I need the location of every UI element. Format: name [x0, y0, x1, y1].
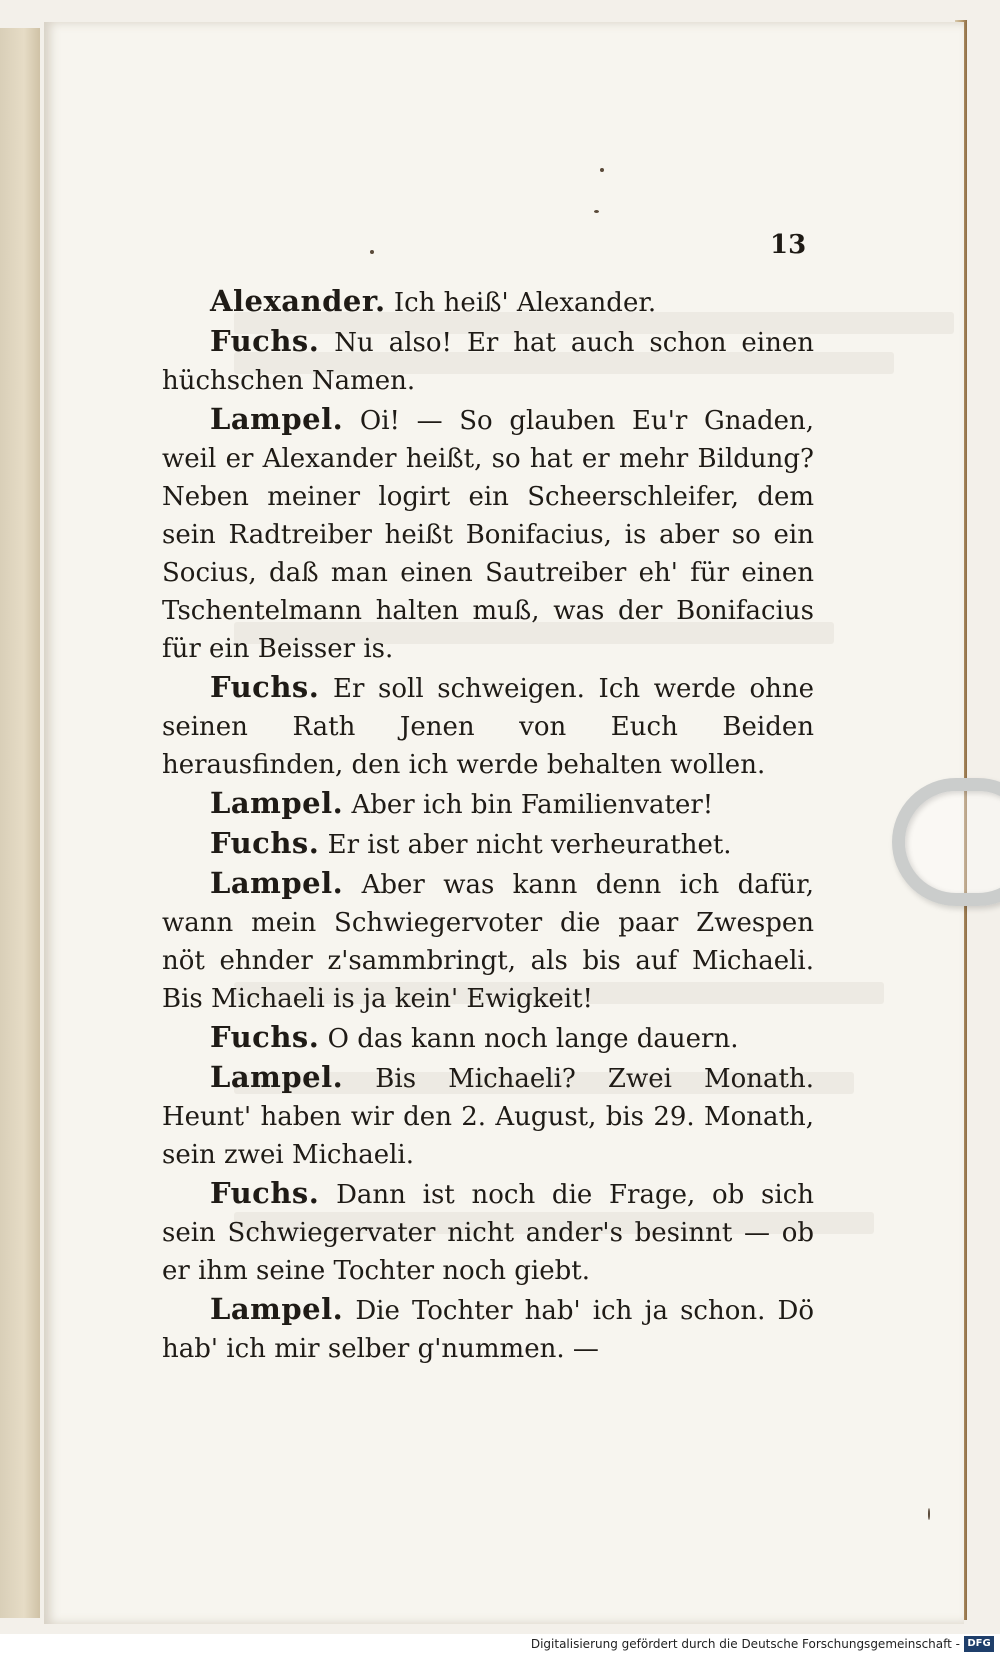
speaker-name: Fuchs.	[210, 826, 320, 860]
page-number: 13	[770, 230, 807, 260]
dialogue-paragraph	[162, 400, 814, 668]
dialogue-text	[162, 282, 814, 1368]
dialogue-paragraph	[162, 864, 814, 1018]
dfg-logo: DFG	[964, 1636, 994, 1652]
paper-speck	[370, 250, 374, 254]
speaker-name: Lampel.	[210, 402, 344, 436]
speech-text: Ich heiß' Alexander.	[393, 288, 657, 318]
speaker-name: Fuchs.	[210, 670, 320, 704]
speaker-name: Fuchs.	[210, 324, 320, 358]
dialogue-paragraph	[162, 282, 814, 322]
speaker-name: Fuchs.	[210, 1176, 320, 1210]
dialogue-paragraph	[162, 322, 814, 400]
paper-speck	[928, 1508, 930, 1520]
digitization-credit: Digitalisierung gefördert durch die Deutsche Forschungsgemeinschaft -	[530, 1637, 960, 1651]
dialogue-paragraph	[162, 1058, 814, 1174]
speech-text: Dann ist noch die Frage, ob sich sein Schwiegervater nicht ander's besinnt — ob er ihm seine Tochter noch giebt.	[162, 1180, 814, 1286]
speaker-name: Alexander.	[210, 284, 386, 318]
facing-page-edge	[0, 28, 40, 1618]
speaker-name: Lampel.	[210, 1292, 344, 1326]
dialogue-paragraph	[162, 1174, 814, 1290]
dialogue-paragraph	[162, 784, 814, 824]
dialogue-paragraph	[162, 1290, 814, 1368]
speaker-name: Lampel.	[210, 786, 344, 820]
speaker-name: Lampel.	[210, 1060, 344, 1094]
speech-text: Er soll schweigen. Ich werde ohne seinen Rath Jenen von Euch Beiden herausfinden, den ich werde behalten wollen.	[162, 674, 815, 780]
speech-text: Die Tochter hab' ich ja schon. Dö hab' ich mir selber g'nummen. —	[162, 1296, 814, 1364]
dialogue-paragraph	[162, 1018, 814, 1058]
speech-text: Aber was kann denn ich dafür, wann mein Schwiegervoter die paar Zwespen nöt ehnder z'sammbringt, als bis auf Michaeli. Bis Michaeli is ja kein' Ewigkeit!	[162, 870, 814, 1014]
paper-speck	[594, 210, 599, 213]
speaker-name: Fuchs.	[210, 1020, 320, 1054]
dialogue-paragraph	[162, 824, 814, 864]
speech-text: Er ist aber nicht verheurathet.	[327, 830, 732, 860]
dialogue-paragraph	[162, 668, 814, 784]
speech-text: Nu also! Er hat auch schon einen hüchschen Namen.	[162, 328, 814, 396]
speech-text: Aber ich bin Familienvater!	[351, 790, 714, 820]
speech-text: Bis Michaeli? Zwei Monath. Heunt' haben wir den 2. August, bis 29. Monath, sein zwei Michaeli.	[162, 1064, 814, 1170]
paper-speck	[600, 168, 604, 172]
speech-text: Oi! — So glauben Eu'r Gnaden, weil er Alexander heißt, so hat er mehr Bildung? Neben meiner logirt ein Scheerschleifer, dem sein Radtreiber heißt Bonifacius, is aber so ein Socius, daß man einen Sautreiber eh' für einen Tschentelmann halten muß, was der Bonifacius für ein Beisser is.	[162, 406, 814, 664]
speaker-name: Lampel.	[210, 866, 344, 900]
speech-text: O das kann noch lange dauern.	[327, 1024, 739, 1054]
